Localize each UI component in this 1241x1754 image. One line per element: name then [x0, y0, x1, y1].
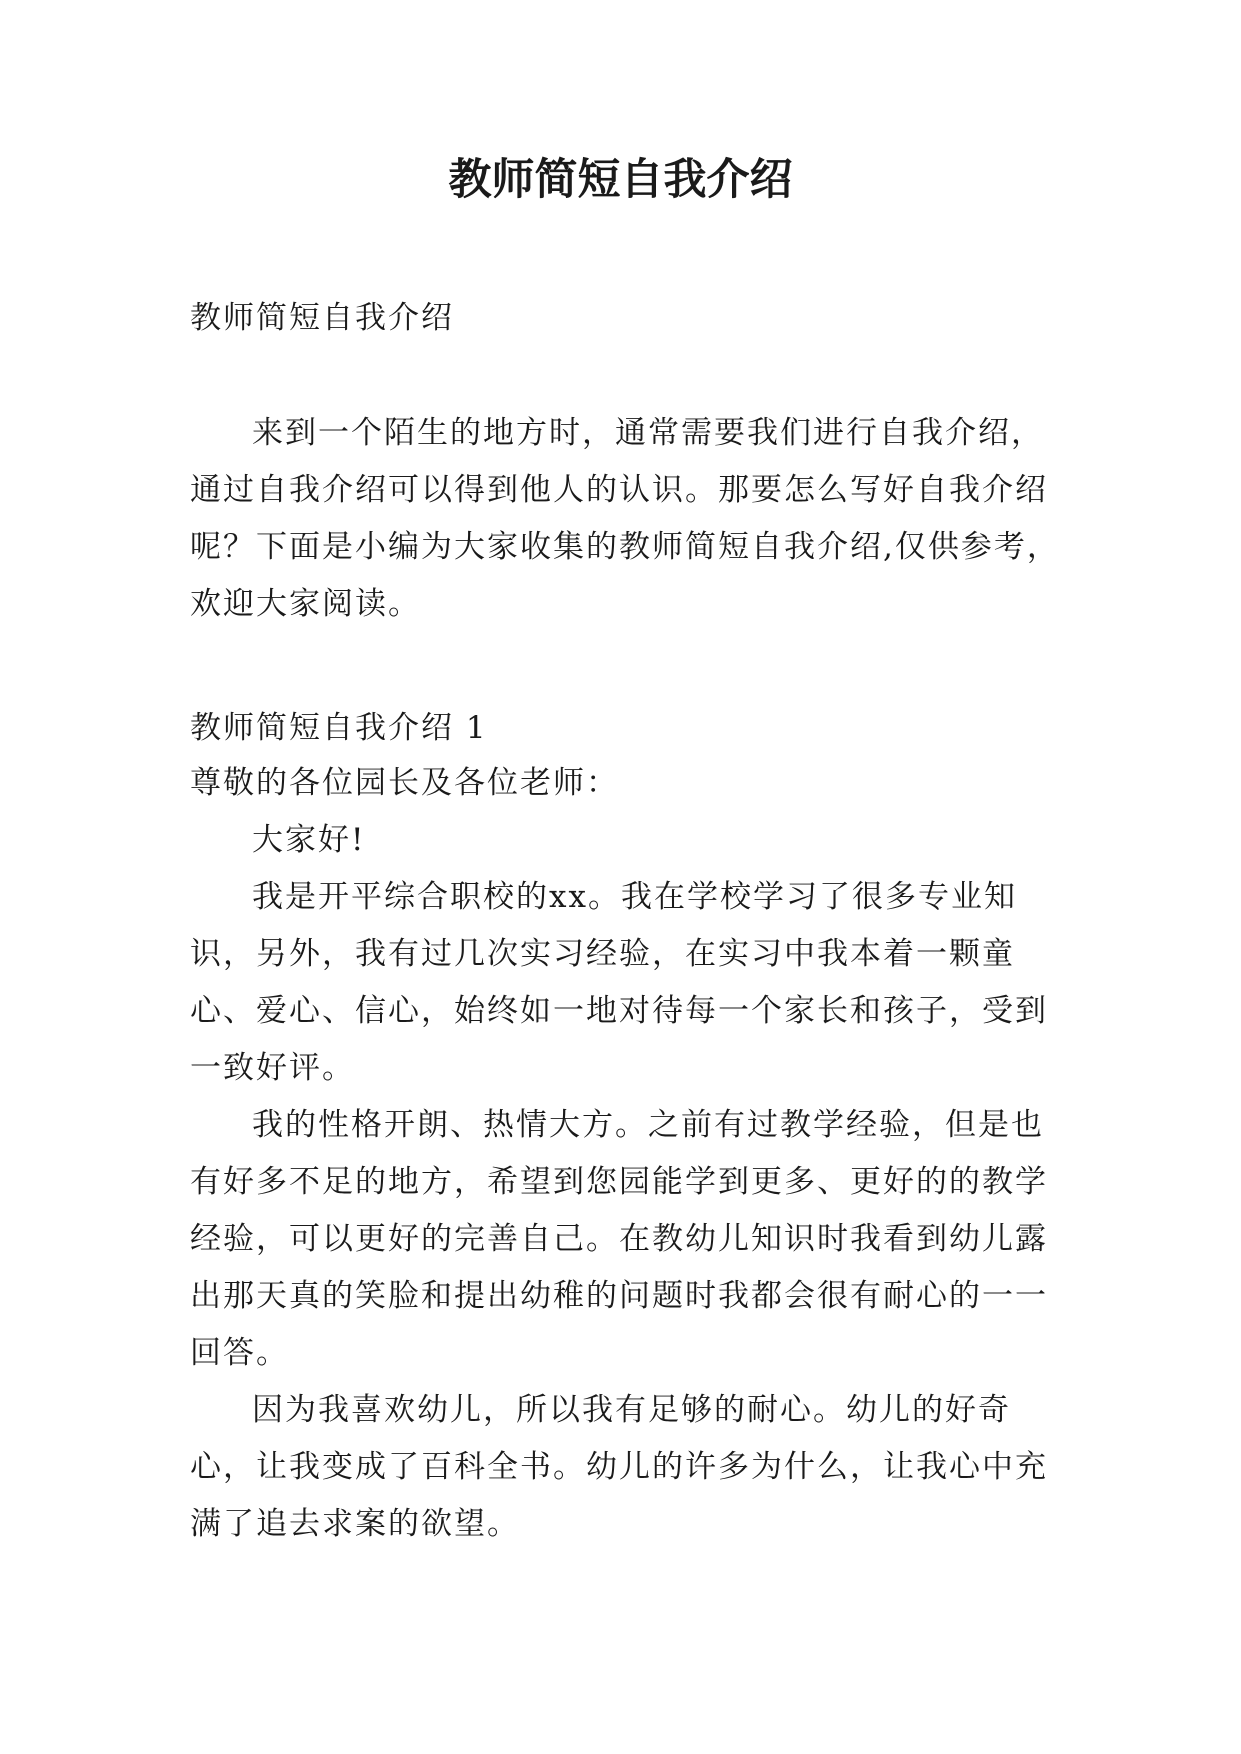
intro-paragraph: 来到一个陌生的地方时，通常需要我们进行自我介绍，通过自我介绍可以得到他人的认识。那要怎么写好自我介绍呢？下面是小编为大家收集的教师简短自我介绍,仅供参考，欢迎大家阅读。 — [190, 415, 1060, 622]
document-subtitle: 教师简短自我介绍 — [190, 300, 454, 336]
body-paragraph-greeting: 大家好! — [252, 822, 366, 858]
body-paragraph-background: 我是开平综合职校的xx。我在学校学习了很多专业知识，另外，我有过几次实习经验，在实习中我本着一颗童心、爱心、信心，始终如一地对待每一个家长和孩子，受到一致好评。 — [190, 879, 1048, 1086]
document-title: 教师简短自我介绍 — [448, 155, 793, 205]
body-paragraph-motivation: 因为我喜欢幼儿，所以我有足够的耐心。幼儿的好奇心，让我变成了百科全书。幼儿的许多为什么，让我心中充满了追去求案的欲望。 — [190, 1392, 1048, 1542]
salutation: 尊敬的各位园长及各位老师： — [190, 765, 619, 801]
body-text — [190, 812, 1060, 1553]
body-paragraph-personality: 我的性格开朗、热情大方。之前有过教学经验，但是也有好多不足的地方，希望到您园能学到更多、更好的的教学经验，可以更好的完善自己。在教幼儿知识时我看到幼儿露出那天真的笑脸和提出幼稚的问题时我都会很有耐心的一一回答。 — [190, 1107, 1048, 1371]
section-heading: 教师简短自我介绍 1 — [190, 710, 488, 746]
